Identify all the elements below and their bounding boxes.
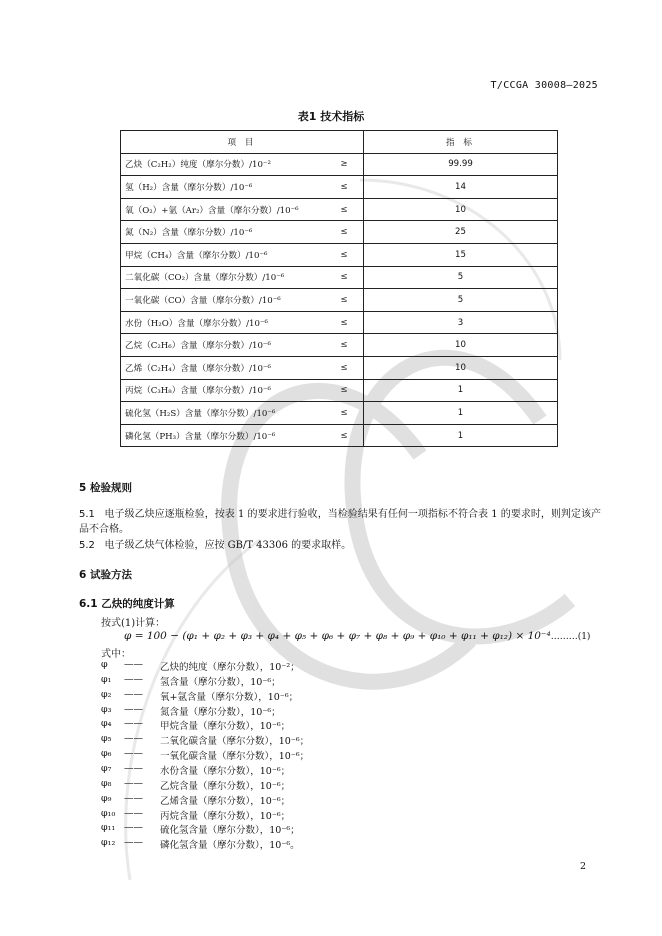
definition-dash: ——	[124, 659, 143, 670]
document-number: T/CCGA 30008—2025	[490, 80, 598, 91]
paragraph-5-2	[79, 538, 601, 553]
definition-text: 乙烷含量（摩尔分数），10⁻⁶；	[160, 780, 291, 792]
table-row	[121, 221, 558, 244]
definition-dash: ——	[124, 673, 143, 685]
definition-dash: ——	[124, 733, 143, 745]
row-operator: ≤	[325, 243, 364, 266]
definition-dash: ——	[124, 703, 143, 715]
clause-text: 电子级乙炔应逐瓶检验，按表 1 的要求进行验收，当检验结果有任何一项指标不符合表 1 的要求时，则判定该产品不合格。	[79, 509, 601, 535]
table-row	[121, 402, 558, 425]
purity-formula	[124, 630, 590, 642]
table-header-row	[121, 131, 558, 154]
row-item: 乙炔（C₂H₂）纯度（摩尔分数）/10⁻²	[121, 153, 326, 176]
row-item: 乙烯（C₂H₄）含量（摩尔分数）/10⁻⁶	[121, 356, 326, 379]
row-value: 15	[364, 243, 558, 266]
row-value: 99.99	[364, 153, 558, 176]
row-value: 1	[364, 379, 558, 402]
definition-dash: ——	[124, 837, 143, 849]
definition-symbol: φ₈	[101, 777, 112, 789]
definition-text: 水份含量（摩尔分数），10⁻⁶；	[160, 766, 291, 777]
calc-intro: 按式(1)计算：	[101, 618, 166, 629]
row-item: 二氧化碳（CO₂）含量（摩尔分数）/10⁻⁶	[121, 266, 326, 289]
section-6-heading: 6 试验方法	[79, 569, 132, 581]
definition-symbol: φ₇	[101, 763, 112, 774]
row-operator: ≤	[325, 311, 364, 334]
definition-dash: ——	[124, 763, 143, 774]
clause-number: 5.1	[79, 509, 95, 520]
page-number: 2	[579, 861, 586, 872]
row-operator: ≤	[325, 402, 364, 425]
definition-text: 磷化氢含量（摩尔分数），10⁻⁶。	[160, 840, 300, 852]
table-row	[121, 198, 558, 221]
row-item: 一氧化碳（CO）含量（摩尔分数）/10⁻⁶	[121, 289, 326, 312]
definition-dash: ——	[124, 792, 143, 804]
row-item: 硫化氢（H₂S）含量（摩尔分数）/10⁻⁶	[121, 402, 326, 425]
row-operator: ≤	[325, 221, 364, 244]
table-row	[121, 334, 558, 357]
row-value: 5	[364, 289, 558, 312]
row-item: 磷化氢（PH₃）含量（摩尔分数）/10⁻⁶	[121, 424, 326, 447]
table-row	[121, 243, 558, 266]
definition-symbol: φ₉	[101, 792, 112, 804]
row-operator: ≤	[325, 379, 364, 402]
definition-dash: ——	[124, 688, 143, 700]
clause-number: 5.2	[79, 540, 95, 551]
definition-symbol: φ₅	[101, 733, 112, 745]
section-5-heading: 5 检验规则	[79, 482, 132, 494]
row-value: 5	[364, 266, 558, 289]
clause-text: 电子级乙炔气体检验，应按 GB/T 43306 的要求取样。	[104, 540, 352, 551]
header-item: 项 目	[121, 131, 364, 154]
row-operator: ≤	[325, 424, 364, 447]
definition-text: 丙烷含量（摩尔分数），10⁻⁶；	[160, 810, 291, 822]
row-value: 10	[364, 356, 558, 379]
row-operator: ≤	[325, 176, 364, 199]
row-value: 14	[364, 176, 558, 199]
row-item: 水份（H₂O）含量（摩尔分数）/10⁻⁶	[121, 311, 326, 334]
row-item: 丙烷（C₃H₈）含量（摩尔分数）/10⁻⁶	[121, 379, 326, 402]
definition-text: 二氧化碳含量（摩尔分数），10⁻⁶；	[160, 736, 310, 748]
table-row	[121, 311, 558, 334]
definition-symbol: φ₂	[101, 688, 112, 700]
row-value: 10	[364, 198, 558, 221]
table-row	[121, 289, 558, 312]
row-item: 氢（H₂）含量（摩尔分数）/10⁻⁶	[121, 176, 326, 199]
paragraph-5-1	[79, 507, 601, 537]
definition-symbol: φ₁	[101, 673, 112, 685]
definition-symbol: φ₆	[101, 748, 112, 760]
row-value: 1	[364, 424, 558, 447]
definition-symbol: φ₁₀	[101, 807, 116, 819]
spec-table-body	[121, 153, 558, 447]
row-operator: ≤	[325, 289, 364, 312]
definition-symbol: φ₄	[101, 718, 112, 730]
definition-dash: ——	[124, 748, 143, 760]
definition-symbol: φ₁₁	[101, 822, 116, 834]
header-value: 指 标	[364, 131, 558, 154]
definition-text: 乙烯含量（摩尔分数），10⁻⁶；	[160, 795, 291, 807]
formula-number: ………(1)	[550, 632, 591, 642]
definition-symbol: φ₁₂	[101, 837, 116, 849]
row-operator: ≤	[325, 356, 364, 379]
table-row	[121, 266, 558, 289]
definition-dash: ——	[124, 822, 143, 834]
row-operator: ≤	[325, 334, 364, 357]
spec-table	[120, 130, 558, 447]
table-title: 表1 技术指标	[297, 110, 365, 123]
row-item: 氮（N₂）含量（摩尔分数）/10⁻⁶	[121, 221, 326, 244]
definition-text: 甲烷含量（摩尔分数），10⁻⁶；	[160, 721, 291, 733]
row-value: 25	[364, 221, 558, 244]
where-label: 式中：	[101, 649, 131, 660]
definition-text: 氢含量（摩尔分数），10⁻⁶；	[160, 676, 281, 688]
row-value: 1	[364, 402, 558, 425]
table-row	[121, 356, 558, 379]
definition-dash: ——	[124, 777, 143, 789]
definition-symbol: φ₃	[101, 703, 112, 715]
definition-text: 硫化氢含量（摩尔分数），10⁻⁶；	[160, 825, 300, 837]
definition-dash: ——	[124, 807, 143, 819]
row-item: 甲烷（CH₄）含量（摩尔分数）/10⁻⁶	[121, 243, 326, 266]
row-item: 氧（O₂）+氩（Ar₂）含量（摩尔分数）/10⁻⁶	[121, 198, 326, 221]
row-item: 乙烷（C₂H₆）含量（摩尔分数）/10⁻⁶	[121, 334, 326, 357]
table-row	[121, 379, 558, 402]
formula-expression: φ = 100 − (φ₁ + φ₂ + φ₃ + φ₄ + φ₅ + φ₆ + φ₇ + φ₈ + φ₉ + φ₁₀ + φ₁₁ + φ₁₂) × 10⁻⁴	[124, 630, 551, 642]
row-operator: ≤	[325, 198, 364, 221]
definition-text: 一氧化碳含量（摩尔分数），10⁻⁶；	[160, 751, 310, 763]
row-operator: ≤	[325, 266, 364, 289]
row-value: 3	[364, 311, 558, 334]
row-operator: ≥	[325, 153, 364, 176]
table-row	[121, 153, 558, 176]
table-row	[121, 176, 558, 199]
definition-dash: ——	[124, 718, 143, 730]
definition-text: 氮含量（摩尔分数），10⁻⁶；	[160, 706, 281, 718]
definition-text: 乙炔的纯度（摩尔分数），10⁻²；	[160, 662, 300, 673]
row-value: 10	[364, 334, 558, 357]
section-6-1-heading: 6.1 乙炔的纯度计算	[79, 598, 175, 610]
table-row	[121, 424, 558, 447]
definition-symbol: φ	[101, 659, 108, 670]
definition-text: 氧+氩含量（摩尔分数），10⁻⁶；	[160, 691, 299, 703]
